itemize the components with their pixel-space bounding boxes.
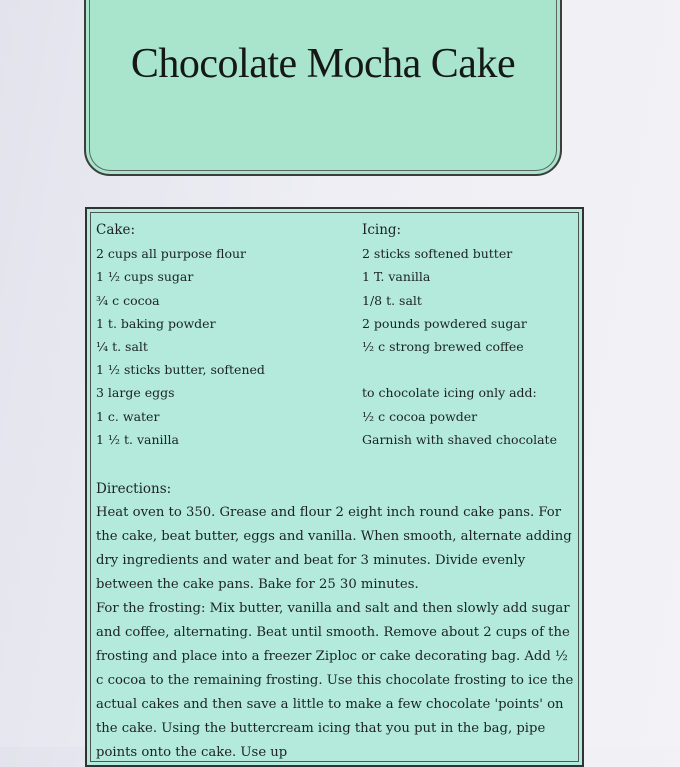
ingredient-item: 1 c. water <box>96 408 160 424</box>
ingredient-item: 1/8 t. salt <box>362 292 422 308</box>
ingredient-item: 1 T. vanilla <box>362 269 431 285</box>
ingredient-item: ¾ c cocoa <box>96 292 160 308</box>
ingredient-item: 1 t. baking powder <box>96 315 216 331</box>
chocolate-icing-heading: to chocolate icing only add: <box>362 385 537 401</box>
ingredient-item: 1 ½ cups sugar <box>96 269 194 285</box>
directions-paragraph: Heat oven to 350. Grease and flour 2 eight inch round cake pans. For the cake, beat butter, eggs and vanilla. When smooth, alternate adding dry ingredients and water and beat for 3 minutes. Divide evenly between the cake pans. Bake for 25 30 minutes. <box>96 505 572 592</box>
ingredient-item: 2 cups all purpose flour <box>96 246 247 262</box>
directions <box>96 477 578 765</box>
recipe-title: Chocolate Mocha Cake <box>130 41 516 87</box>
ingredient-item: 2 sticks softened butter <box>362 246 513 262</box>
ingredient-item: Garnish with shaved chocolate <box>362 431 557 447</box>
icing-heading: Icing: <box>362 222 402 238</box>
spacer <box>362 358 577 381</box>
cake-heading: Cake: <box>96 222 136 238</box>
ingredient-item: 3 large eggs <box>96 385 175 401</box>
ingredient-item: 1 ½ sticks butter, softened <box>96 362 265 378</box>
ingredient-item: 2 pounds powdered sugar <box>362 315 527 331</box>
icing-ingredients <box>362 219 577 451</box>
ingredient-item: 1 ½ t. vanilla <box>96 431 179 447</box>
ingredient-item: ½ c strong brewed coffee <box>362 338 524 354</box>
directions-heading: Directions: <box>96 481 172 497</box>
ingredient-item: ¼ t. salt <box>96 338 148 354</box>
title-card <box>84 0 562 176</box>
cake-ingredients <box>96 219 356 451</box>
directions-paragraph: For the frosting: Mix butter, vanilla and salt and then slowly add sugar and coffee, alternating. Beat until smooth. Remove about 2 cups of the frosting and place into a freezer Ziploc or cake decorating bag. Add ½ c cocoa to the remaining frosting. Use this chocolate frosting to ice the actual cakes and then save a little to make a few chocolate 'points' on the cake. Using the buttercream icing that you put in the bag, pipe points onto the cake. Use up <box>96 601 574 760</box>
recipe-card <box>85 207 584 767</box>
ingredient-item: ½ c cocoa powder <box>362 408 478 424</box>
